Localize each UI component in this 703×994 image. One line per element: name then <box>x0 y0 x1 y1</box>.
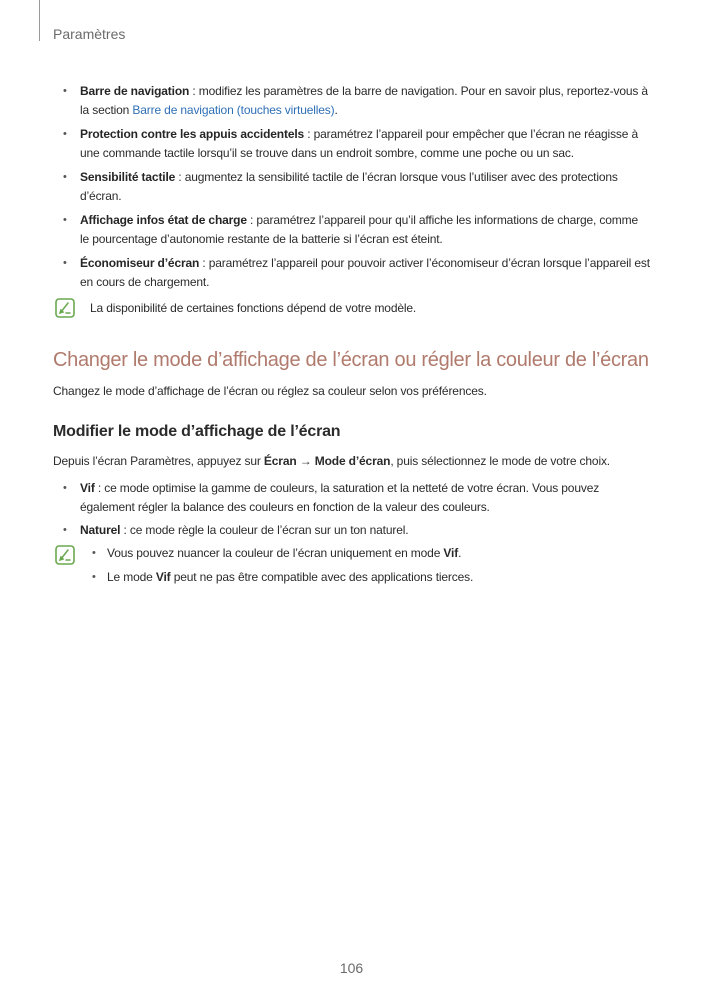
term: Barre de navigation <box>80 84 190 98</box>
text: Vous pouvez nuancer la couleur de l’écran uniquement en mode <box>107 546 444 560</box>
text: , puis sélectionnez le mode de votre choix. <box>390 454 610 468</box>
section-intro: Changez le mode d’affichage de l’écran ou réglez sa couleur selon vos préférences. <box>53 384 487 398</box>
text: peut ne pas être compatible avec des applications tierces. <box>170 570 474 584</box>
note-item <box>107 544 461 563</box>
page-number: 106 <box>339 960 364 976</box>
description: : paramétrez l’appareil pour qu’il affiche les informations de charge, comme le pourcentage d’autonomie restante de la batterie si l’écran est éteint. <box>80 213 638 246</box>
description: : ce mode règle la couleur de l’écran sur un ton naturel. <box>120 523 409 537</box>
header-divider <box>39 0 40 41</box>
text: Depuis l’écran Paramètres, appuyez sur <box>53 454 264 468</box>
text: . <box>458 546 462 560</box>
text: Le mode <box>107 570 156 584</box>
description: : paramétrez l’appareil pour pouvoir activer l’économiseur d’écran lorsque l’appareil est en cours de chargement. <box>80 256 650 289</box>
term: Naturel <box>80 523 121 537</box>
subsection-title: Modifier le mode d’affichage de l’écran <box>53 423 341 440</box>
term: Vif <box>80 481 95 495</box>
note-text: La disponibilité de certaines fonctions dépend de votre modèle. <box>90 301 417 315</box>
description: : augmentez la sensibilité tactile de l’écran lorsque vous l’utiliser avec des protections d’écran. <box>80 170 618 203</box>
list-item-mode-vivid <box>80 479 650 517</box>
list-item-charging-info <box>80 211 650 249</box>
term: Affichage infos état de charge <box>80 213 247 227</box>
punctuation: . <box>334 103 338 117</box>
list-item-touch-sensitivity <box>80 168 650 206</box>
note-icon <box>55 298 75 318</box>
menu-path-screen-mode: Mode d’écran <box>314 454 391 468</box>
list-item-accidental-touch <box>80 125 650 163</box>
note-item <box>107 568 473 587</box>
list-item-navigation-bar <box>80 82 650 120</box>
description: : modifiez les paramètres de la barre de navigation. Pour en savoir plus, reportez-vous à la section <box>80 84 648 117</box>
list-item-screen-saver <box>80 254 650 292</box>
instruction-paragraph <box>53 452 610 471</box>
note-icon <box>55 545 75 565</box>
arrow: → <box>296 454 315 468</box>
mode-name: Vif <box>155 570 171 584</box>
term: Protection contre les appuis accidentels <box>80 127 305 141</box>
description: : ce mode optimise la gamme de couleurs, la saturation et la netteté de votre écran. Vous pouvez également régler la balance des couleurs en fonction de la valeur des couleurs. <box>80 481 600 514</box>
description: : paramétrez l’appareil pour empêcher que l’écran ne réagisse à une commande tactile lorsqu’il se trouve dans un endroit sombre, comme une poche ou un sac. <box>80 127 639 160</box>
page-header-title: Paramètres <box>53 26 126 42</box>
menu-path-screen: Écran <box>263 454 297 468</box>
term: Sensibilité tactile <box>80 170 176 184</box>
mode-name: Vif <box>443 546 459 560</box>
section-title: Changer le mode d’affichage de l’écran ou régler la couleur de l’écran <box>53 349 649 371</box>
term: Économiseur d’écran <box>80 256 200 270</box>
list-item-mode-natural <box>80 521 650 540</box>
navigation-bar-link[interactable]: Barre de navigation (touches virtuelles) <box>132 103 335 117</box>
